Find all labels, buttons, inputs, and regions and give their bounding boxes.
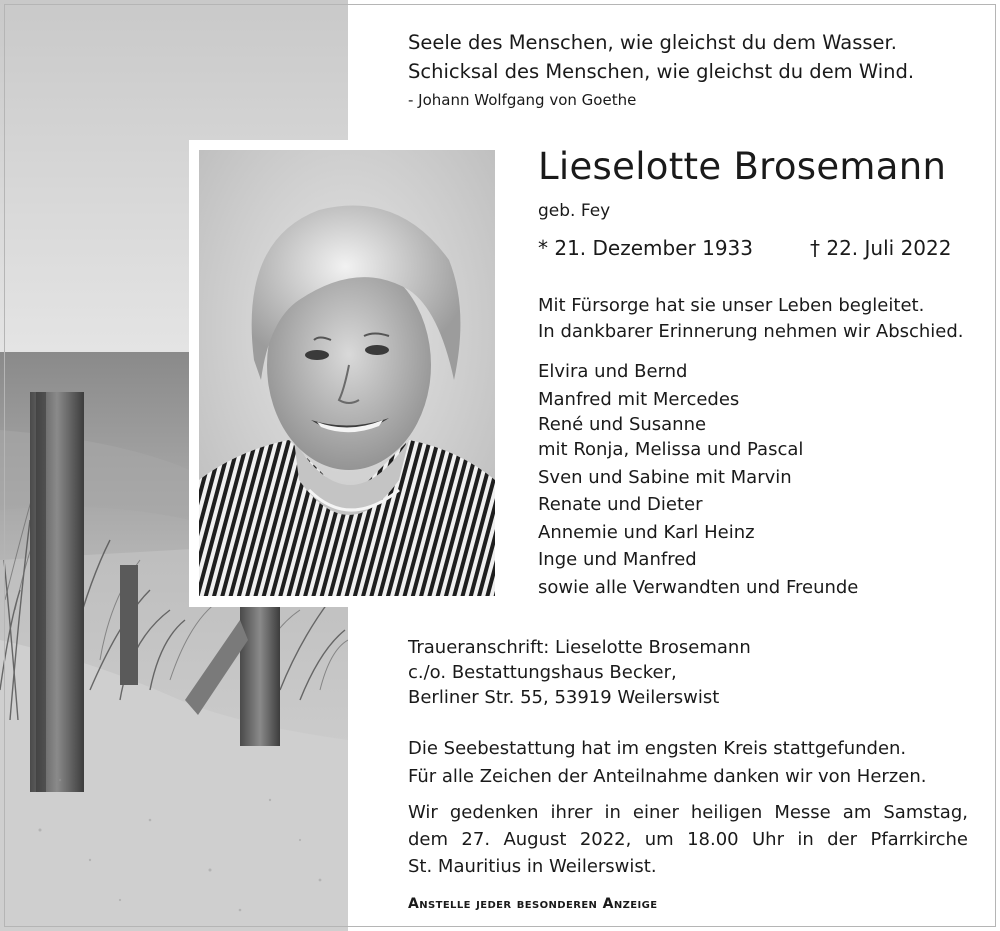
mourner-entry: Sven und Sabine mit Marvin bbox=[538, 466, 792, 488]
mourner-entry: Inge und Manfred bbox=[538, 549, 697, 570]
quote-line: Schicksal des Menschen, wie gleichst du dem Wind. bbox=[408, 60, 915, 83]
burial-note bbox=[408, 735, 926, 791]
mourner-entry: Annemie und Karl Heinz bbox=[538, 521, 755, 543]
death-date: † 22. Juli 2022 bbox=[810, 236, 952, 260]
mourner-entry: Renate und Dieter bbox=[538, 494, 703, 515]
birth-date: * 21. Dezember 1933 bbox=[538, 236, 753, 260]
mass-line: dem 27. August 2022, um 18.00 Uhr in der Pfarrkirche bbox=[408, 829, 968, 850]
birth-name: geb. Fey bbox=[538, 201, 611, 221]
mourner-entry: Elvira und Bernd bbox=[538, 361, 688, 382]
quote-author: - Johann Wolfgang von Goethe bbox=[408, 91, 637, 109]
burial-line: Für alle Zeichen der Anteilnahme danken wir von Herzen. bbox=[408, 766, 927, 787]
burial-line: Die Seebestattung hat im engsten Kreis stattgefunden. bbox=[408, 738, 907, 759]
mass-line: St. Mauritius in Weilerswist. bbox=[408, 856, 657, 877]
farewell-message bbox=[538, 293, 964, 345]
message-line: In dankbarer Erinnerung nehmen wir Abschied. bbox=[538, 321, 964, 342]
mourner-entry: mit Ronja, Melissa und Pascal bbox=[538, 439, 804, 460]
goethe-quote bbox=[408, 28, 914, 86]
mourners-list bbox=[538, 358, 858, 601]
notice-footer: Anstelle jeder besonderen Anzeige bbox=[408, 896, 658, 912]
mourner-entry: René und Susanne bbox=[538, 414, 707, 435]
mass-line: Wir gedenken ihrer in einer heiligen Messe am Samstag, bbox=[408, 802, 968, 823]
mourner-entry: sowie alle Verwandten und Freunde bbox=[538, 576, 859, 598]
address-line: c./o. Bestattungshaus Becker, bbox=[408, 662, 677, 683]
mourning-address bbox=[408, 635, 751, 710]
message-line: Mit Fürsorge hat sie unser Leben begleitet. bbox=[538, 295, 925, 316]
address-line: Berliner Str. 55, 53919 Weilerswist bbox=[408, 687, 720, 708]
address-line: Traueranschrift: Lieselotte Brosemann bbox=[408, 637, 751, 658]
mass-note bbox=[408, 799, 968, 880]
deceased-name: Lieselotte Brosemann bbox=[538, 145, 947, 188]
mourner-entry: Manfred mit Mercedes bbox=[538, 388, 740, 410]
portrait-photo bbox=[199, 150, 495, 596]
quote-line: Seele des Menschen, wie gleichst du dem Wasser. bbox=[408, 31, 897, 54]
